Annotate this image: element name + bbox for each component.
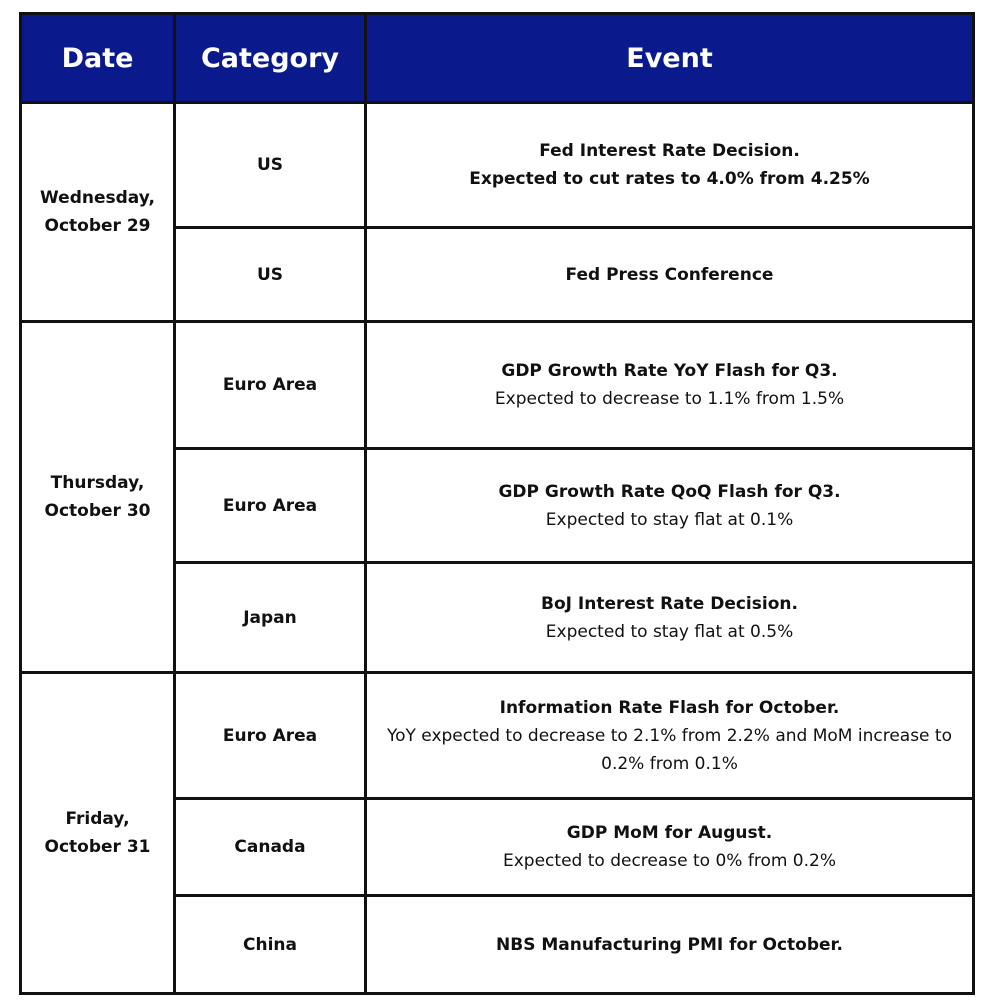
date-day: Thursday, — [50, 473, 145, 493]
category-cell: China — [175, 896, 366, 994]
date-month: October 29 — [44, 216, 151, 236]
event-title: Fed Interest Rate Decision. — [539, 141, 800, 161]
economic-calendar-table — [19, 12, 975, 995]
event-detail: Expected to cut rates to 4.0% from 4.25% — [469, 169, 870, 189]
header-category: Category — [175, 14, 366, 103]
event-cell — [366, 563, 974, 673]
event-cell — [366, 228, 974, 322]
category-cell: US — [175, 228, 366, 322]
date-day: Friday, — [65, 809, 130, 829]
event-title: Fed Press Conference — [565, 264, 774, 285]
category-cell: Euro Area — [175, 449, 366, 563]
event-title: BoJ Interest Rate Decision. — [541, 593, 798, 614]
event-cell — [366, 103, 974, 228]
event-title: NBS Manufacturing PMI for October. — [496, 934, 843, 955]
event-title: GDP MoM for August. — [566, 823, 773, 843]
date-month: October 31 — [44, 837, 151, 857]
category-cell: Japan — [175, 563, 366, 673]
event-title: Information Rate Flash for October. — [499, 697, 840, 718]
event-cell — [366, 449, 974, 563]
date-cell-thursday — [21, 322, 175, 673]
header-date: Date — [21, 14, 175, 103]
event-cell — [366, 799, 974, 896]
table-row — [21, 673, 974, 799]
date-cell-wednesday — [21, 103, 175, 322]
event-detail: YoY expected to decrease to 2.1% from 2.2% and MoM increase to 0.2% from 0.1% — [386, 725, 952, 774]
date-month: October 30 — [44, 501, 151, 521]
event-detail: Expected to decrease to 1.1% from 1.5% — [494, 389, 845, 409]
event-detail: Expected to stay flat at 0.5% — [545, 621, 794, 642]
event-detail: Expected to stay flat at 0.1% — [545, 509, 794, 530]
event-detail: Expected to decrease to 0% from 0.2% — [503, 851, 836, 871]
date-day: Wednesday, — [40, 188, 155, 208]
category-cell: Euro Area — [175, 322, 366, 449]
event-cell — [366, 896, 974, 994]
header-row — [21, 14, 974, 103]
table-row — [21, 103, 974, 228]
category-cell: Canada — [175, 799, 366, 896]
header-event: Event — [366, 14, 974, 103]
category-cell: US — [175, 103, 366, 228]
event-title: GDP Growth Rate YoY Flash for Q3. — [501, 361, 838, 381]
table-row — [21, 322, 974, 449]
event-title: GDP Growth Rate QoQ Flash for Q3. — [498, 481, 841, 502]
date-cell-friday — [21, 673, 175, 994]
category-cell: Euro Area — [175, 673, 366, 799]
event-cell — [366, 673, 974, 799]
event-cell — [366, 322, 974, 449]
